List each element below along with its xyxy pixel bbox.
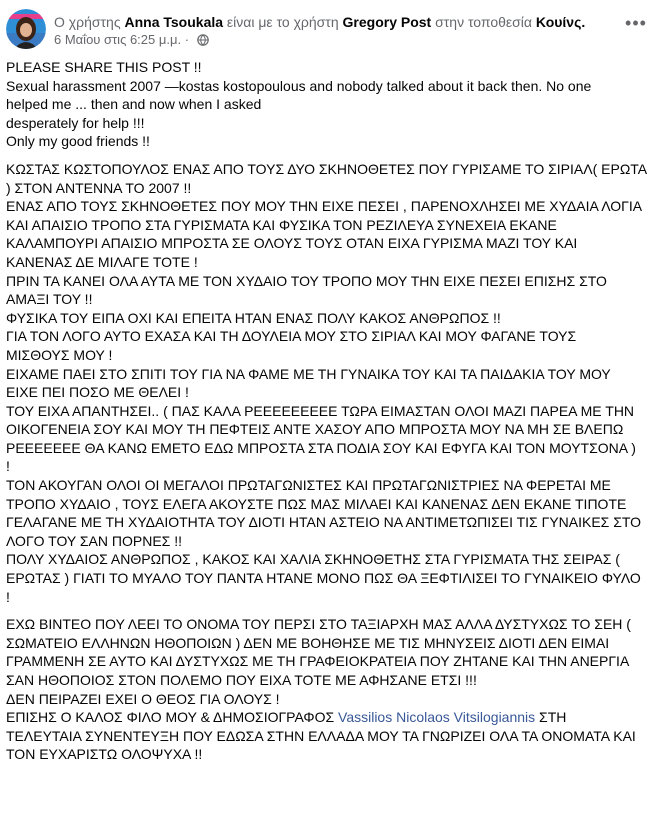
avatar[interactable] — [6, 9, 46, 49]
header-prefix: Ο χρήστης — [54, 14, 125, 30]
post-line: ΠΡΙΝ ΤΑ ΚΑΝΕΙ ΟΛΑ ΑΥΤΑ ΜΕ ΤΟΝ ΧΥΔΑΙΟ ΤΟΥ ΤΡΟΠΟ ΜΟΥ ΤΗΝ ΕΙΧΕ ΠΕΣΕΙ ΕΠΙΣΗΣ ΣΤΟ — [6, 272, 607, 289]
post-line: ΓΙΑ ΤΟΝ ΛΟΓΟ ΑΥΤΟ ΕΧΑΣΑ ΚΑΙ ΤΗ ΔΟΥΛΕΙΑ ΜΟΥ ΣΤΟ ΣΙΡΙΑΛ ΚΑΙ ΜΟΥ ΦΑΓΑΝΕ ΤΟΥΣ — [6, 328, 577, 345]
post-line: ! — [6, 588, 10, 605]
post-line: ΕΙΧΕ ΠΕΙ ΠΟΣΟ ΜΕ ΘΕΛΕΙ ! — [6, 384, 189, 401]
post-line: ΦΥΣΙΚΑ ΤΟΥ ΕΙΠΑ ΟΧΙ ΚΑΙ ΕΠΕΙΤΑ ΗΤΑΝ ΕΝΑΣ ΠΟΛΥ ΚΑΚΟΣ ΑΝΘΡΩΠΟΣ !! — [6, 309, 501, 326]
post-line: ΤΕΛΕΥΤΑΙΑ ΣΥΝΕΝΤΕΥΞΗ ΠΟΥ ΕΔΩΣΑ ΣΤΗΝ ΕΛΛΑΔΑ ΜΟΥ ΤΑ ΓΝΩΡΙΖΕΙ ΟΛΑ ΤΑ ΟΝΟΜΑΤΑ ΚΑΙ — [6, 727, 636, 744]
meta-separator: · — [181, 32, 193, 47]
post-line: ΜΙΣΘΟΥΣ ΜΟΥ ! — [6, 346, 113, 363]
tagged-user-link[interactable]: Gregory Post — [342, 14, 432, 30]
post-line: ΚΑΛΑΜΠΟΥΡΙ ΑΠΑΙΣΙΟ ΜΠΡΟΣΤΑ ΣΕ ΟΛΟΥΣ ΤΟΥΣ ΟΤΑΝ ΕΙΧΑ ΓΥΡΙΣΜΑ ΜΑΖΙ ΤΟΥ ΚΑΙ — [6, 235, 578, 252]
post-line-part: ΕΠΙΣΗΣ Ο ΚΑΛΟΣ ΦΙΛΟ ΜΟΥ & ΔΗΜΟΣΙΟΓΡΑΦΟΣ — [6, 709, 339, 726]
post-line: ΤΟΝ ΑΚΟΥΓΑΝ ΟΛΟΙ ΟΙ ΜΕΓΑΛΟΙ ΠΡΩΤΑΓΩΝΙΣΤΕΣ ΚΑΙ ΠΡΩΤΑΓΩΝΙΣΤΡΙΕΣ ΝΑ ΦΕΡΕΤΑΙ ΜΕ — [6, 477, 611, 494]
post-line: ΟΙΚΟΓΕΝΕΙΑ ΣΟΥ ΚΑΙ ΜΟΥ ΤΗ ΠΕΦΤΕΙΣ ΑΝΤΕ ΧΑΣΟΥ ΑΠΟ ΜΠΡΟΣΤΑ ΜΟΥ ΝΑ ΜΗ ΣΕ ΒΛΕΠΩ — [6, 421, 624, 438]
post-line: ) ΣΤΟΝ ΑΝΤΕΝΝΑ ΤΟ 2007 !! — [6, 179, 192, 196]
globe-icon — [197, 34, 209, 50]
post-line: ! — [6, 458, 10, 475]
post-paragraph-3 — [6, 615, 652, 764]
post-line: ΓΡΑΜΜΕΝΗ ΣΕ ΑΥΤΟ ΚΑΙ ΔΥΣΤΥΧΩΣ ΜΕ ΤΗ ΓΡΑΦΕΙΟΚΡΑΤΕΙΑ ΠΟΥ ΖΗΤΑΝΕ ΚΑΙ ΤΗΝ ΑΝΕΡΓΙΑ — [6, 653, 630, 670]
post-timestamp[interactable]: 6 Μαΐου στις 6:25 μ.μ. — [54, 32, 182, 47]
post-paragraph-1 — [6, 58, 652, 151]
post-line: helped me ... then and now when I asked — [6, 96, 262, 113]
post-paragraph-2 — [6, 160, 652, 606]
location-link[interactable]: Κουίνς. — [535, 14, 586, 30]
post-line: desperately for help !!! — [6, 114, 145, 131]
post-line: ΛΟΓΟ ΤΟΥ ΣΑΝ ΠΟΡΝΕΣ !! — [6, 532, 182, 549]
post-header — [0, 0, 660, 54]
post-line: ΑΜΑΞΙ ΤΟΥ !! — [6, 291, 93, 308]
post-line: ΤΡΟΠΟ ΧΥΔΑΙΟ , ΤΟΥΣ ΕΛΕΓΑ ΑΚΟΥΣΤΕ ΠΩΣ ΜΑΣ ΜΙΛΑΕΙ ΚΑΙ ΚΑΝΕΝΑΣ ΔΕΝ ΕΚΑΝΕ ΤΙΠΟΤΕ — [6, 495, 627, 512]
post-line: ΤΟΝ ΕΥΧΑΡΙΣΤΩ ΟΛΟΨΥΧΑ !! — [6, 746, 203, 763]
post-line: PLEASE SHARE THIS POST !! — [6, 59, 202, 75]
post-line: ΣΩΜΑΤΕΙΟ ΕΛΛΗΝΩΝ ΗΘΟΠΟΙΩΝ ) ΔΕΝ ΜΕ ΒΟΗΘΗΣΕ ΜΕ ΤΙΣ ΜΗΝΥΣΕΙΣ ΔΙΟΤΙ ΔΕΝ ΕΙΜΑΙ — [6, 634, 610, 651]
post-line: ΓΕΛΑΓΑΝΕ ΜΕ ΤΗ ΧΥΔΑΙΟΤΗΤΑ ΤΟΥ ΔΙΟΤΙ ΗΤΑΝ ΑΣΤΕΙΟ ΝΑ ΑΝΤΙΜΕΤΩΠΙΣΕΙ ΤΙΣ ΓΥΝΑΙΚΕΣ ΣΤΟ — [6, 514, 642, 531]
header-middle: είναι με το χρήστη — [223, 14, 343, 30]
post-line: ΚΑΝΕΝΑΣ ΔΕ ΜΙΛΑΓΕ ΤΟΤΕ ! — [6, 253, 198, 270]
post-line: ΕΝΑΣ ΑΠΟ ΤΟΥΣ ΣΚΗΝΟΘΕΤΕΣ ΠΟΥ ΜΟΥ ΤΗΝ ΕΙΧΕ ΠΕΣΕΙ , ΠΑΡΕΝΟΧΛΗΣΕΙ ΜΕ ΧΥΔΑΙΑ ΛΟΓΙΑ — [6, 198, 643, 215]
post-line: ΤΟΥ ΕΙΧΑ ΑΠΑΝΤΗΣΕΙ.. ( ΠΑΣ ΚΑΛΑ ΡΕΕΕΕΕΕΕΕΕ ΤΩΡΑ ΕΙΜΑΣΤΑΝ ΟΛΟΙ ΜΑΖΙ ΠΑΡΕΑ ΜΕ ΤΗΝ — [6, 402, 635, 419]
post-line: ΕΧΩ ΒΙΝΤΕΟ ΠΟΥ ΛΕΕΙ ΤΟ ΟΝΟΜΑ ΤΟΥ ΠΕΡΣΙ ΣΤΟ ΤΑΞΙΑΡΧΗ ΜΑΣ ΑΛΛΑ ΔΥΣΤΥΧΩΣ ΤΟ ΣΕΗ ( — [6, 616, 631, 633]
post-line: ΕΙΧΑΜΕ ΠΑΕΙ ΣΤΟ ΣΠΙΤΙ ΤΟΥ ΓΙΑ ΝΑ ΦΑΜΕ ΜΕ ΤΗ ΓΥΝΑΙΚΑ ΤΟΥ ΚΑΙ ΤΑ ΠΑΙΔΑΚΙΑ ΤΟΥ ΜΟΥ — [6, 365, 611, 382]
post-line: ΡΕΕΕΕΕΕΕ ΘΑ ΚΑΝΩ ΕΜΕΤΟ ΕΔΩ ΜΠΡΟΣΤΑ ΣΤΑ ΠΟΔΙΑ ΣΟΥ ΚΑΙ ΕΦΥΓΑ ΚΑΙ ΤΟΝ ΜΟΥΤΣΟΝΑ ) — [6, 439, 636, 456]
post-line: Only my good friends !! — [6, 133, 150, 150]
post-line: ΣΑΝ ΗΘΟΠΟΙΟΣ ΣΤΟΝ ΠΟΛΕΜΟ ΠΟΥ ΕΙΧΑ ΤΟΤΕ ΜΕ ΑΦΗΣΑΝΕ ΕΤΣΙ !!! — [6, 672, 477, 688]
post-line: ΠΟΛΥ ΧΥΔΑΙΟΣ ΑΝΘΡΩΠΟΣ , ΚΑΚΟΣ ΚΑΙ ΧΑΛΙΑ ΣΚΗΝΟΘΕΤΗΣ ΣΤΑ ΓΥΡΙΣΜΑΤΑ ΤΗΣ ΣΕΙΡΑΣ ( — [6, 551, 620, 568]
post-header-title — [54, 13, 614, 31]
post-line: ΔΕΝ ΠΕΙΡΑΖΕΙ ΕΧΕΙ Ο ΘΕΟΣ ΓΙΑ ΟΛΟΥΣ ! — [6, 690, 280, 707]
post-line-with-mention — [6, 708, 652, 727]
post-line: ΕΡΩΤΑΣ ) ΓΙΑΤΙ ΤΟ ΜΥΑΛΟ ΤΟΥ ΠΑΝΤΑ ΗΤΑΝΕ ΜΟΝΟ ΠΩΣ ΘΑ ΞΕΦΤΙΛΙΣΕΙ ΤΟ ΓΥΝΑΙΚΕΙΟ ΦΥΛΟ — [6, 570, 641, 587]
post-line: Sexual harassment 2007 —kostas kostopoulous and nobody talked about it back then. No one — [6, 77, 592, 94]
post-line: ΚΑΙ ΑΠΑΙΣΙΟ ΤΡΟΠΟ ΣΤΑ ΓΥΡΙΣΜΑΤΑ ΚΑΙ ΦΥΣΙΚΑ ΤΟΝ ΡΕΖΙΛΕΥΑ ΣΥΝΕΧΕΙΑ ΕΚΑΝΕ — [6, 216, 557, 233]
post-body — [6, 58, 652, 773]
post-line-part: ΣΤΗ — [535, 709, 567, 726]
mention-link[interactable]: Vassilios Nicolaos Vitsilogiannis — [338, 709, 536, 726]
more-horizontal-icon[interactable]: ••• — [625, 13, 647, 33]
post-meta — [54, 32, 209, 50]
post-line: ΚΩΣΤΑΣ ΚΩΣΤΟΠΟΥΛΟΣ ΕΝΑΣ ΑΠΟ ΤΟΥΣ ΔΥΟ ΣΚΗΝΟΘΕΤΕΣ ΠΟΥ ΓΥΡΙΣΑΜΕ ΤΟ ΣΙΡΙΑΛ( ΕΡΩΤΑ — [6, 160, 648, 177]
header-place-prefix: στην τοποθεσία — [431, 14, 536, 30]
author-name-link[interactable]: Anna Tsoukala — [124, 14, 224, 30]
